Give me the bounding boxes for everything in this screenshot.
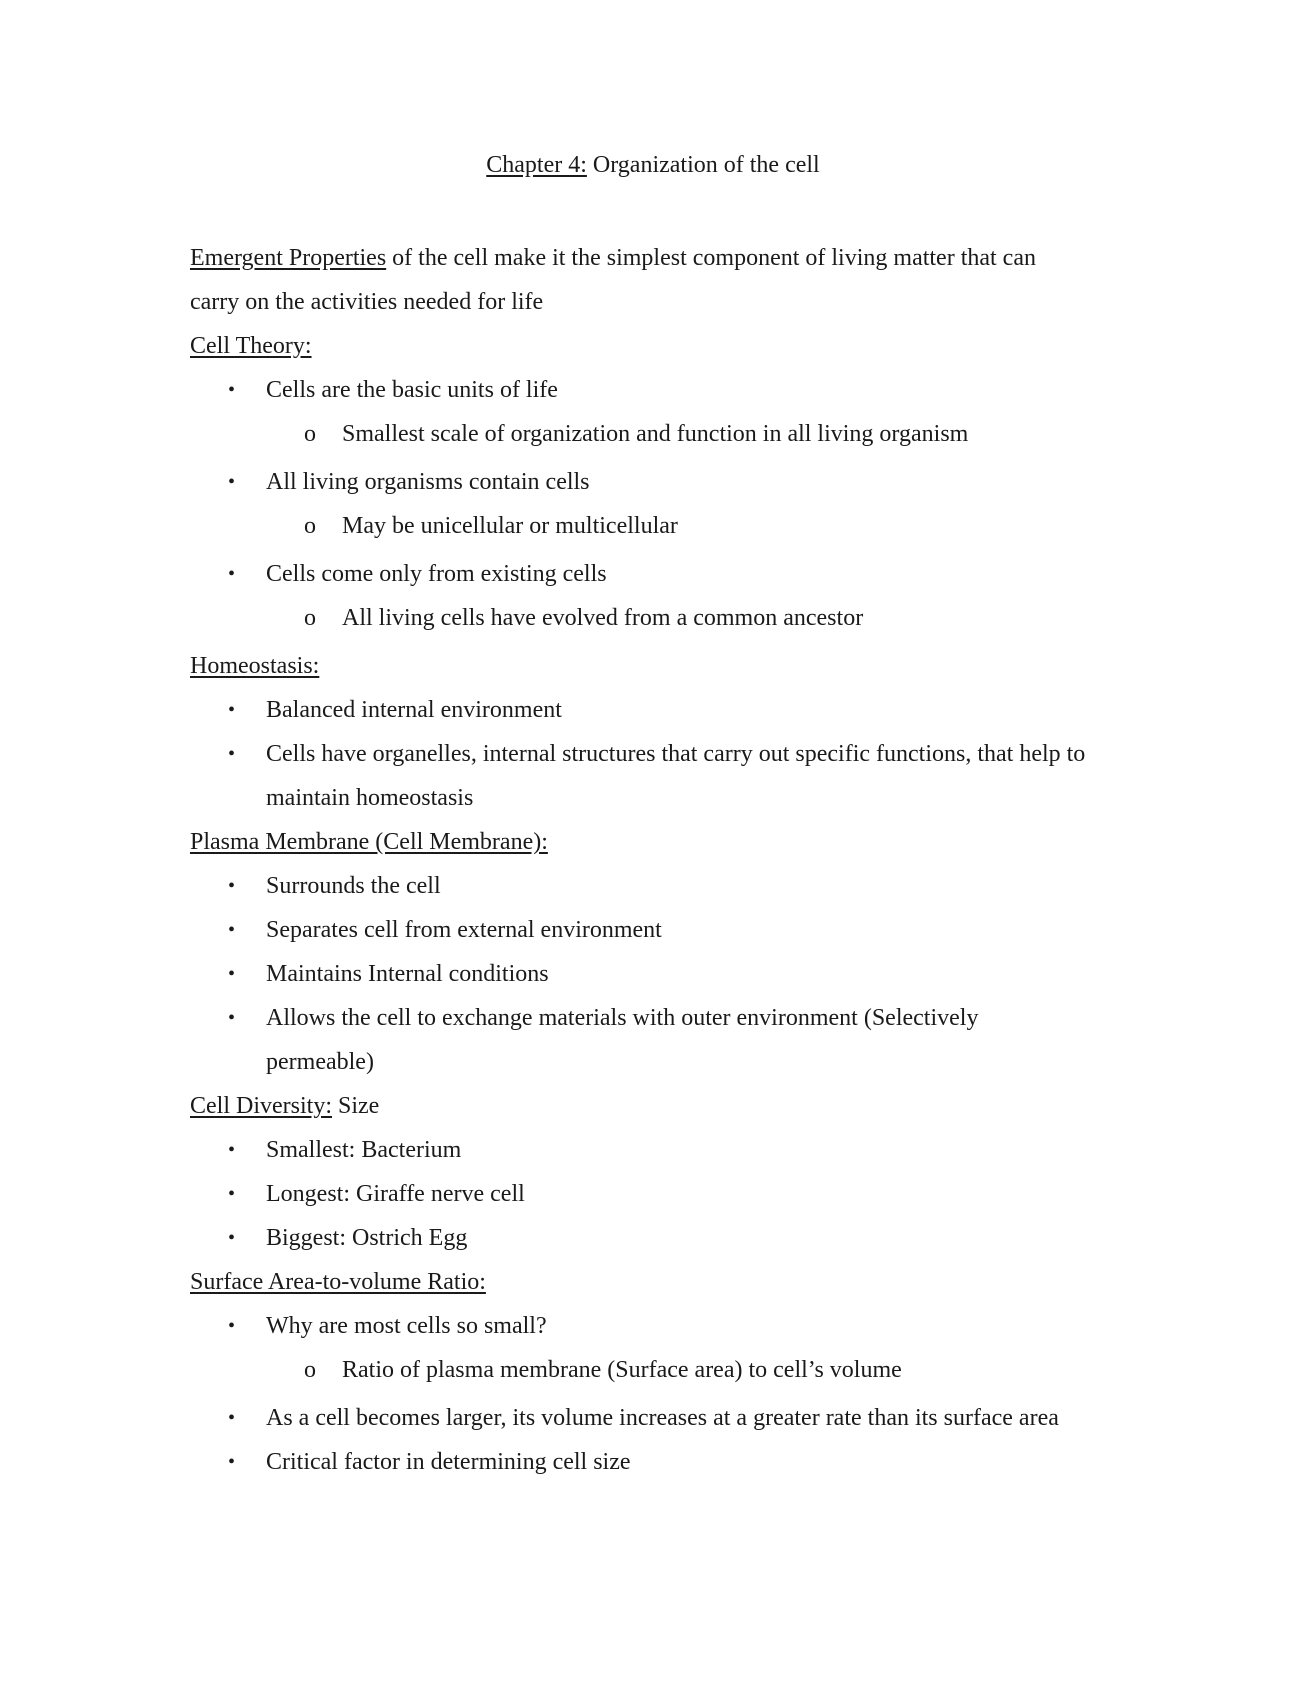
list-item: • Biggest: Ostrich Egg bbox=[190, 1216, 1090, 1260]
bullet-icon: • bbox=[228, 1315, 236, 1337]
list-item: • Why are most cells so small? o Ratio of plasma membrane (Surface area) to cell’s volume bbox=[190, 1304, 1090, 1392]
list-item: • As a cell becomes larger, its volume increases at a greater rate than its surface area bbox=[190, 1396, 1090, 1440]
bullet-icon: • bbox=[228, 1451, 236, 1473]
bullet-icon: • bbox=[228, 1007, 236, 1029]
list-item: • Surrounds the cell bbox=[190, 864, 1090, 908]
list-item: • Longest: Giraffe nerve cell bbox=[190, 1172, 1090, 1216]
bullet-icon: • bbox=[228, 471, 236, 493]
bullet-icon: • bbox=[228, 563, 236, 585]
bullet-icon: • bbox=[228, 1139, 236, 1161]
notes-body bbox=[190, 236, 1090, 1484]
bullet-icon: • bbox=[228, 1407, 236, 1429]
circle-bullet-icon: o bbox=[304, 421, 316, 447]
cell-theory-list bbox=[190, 368, 1090, 640]
cell-diversity-list bbox=[190, 1128, 1090, 1260]
bullet-icon: • bbox=[228, 1183, 236, 1205]
list-item: • Maintains Internal conditions bbox=[190, 952, 1090, 996]
bullet-icon: • bbox=[228, 699, 236, 721]
chapter-title: Organization of the cell bbox=[586, 152, 820, 178]
bullet-icon: • bbox=[228, 1227, 236, 1249]
list-item: • Cells have organelles, internal structures that carry out specific functions, that help to maintain homeostasis bbox=[190, 732, 1090, 820]
sub-list bbox=[266, 1348, 1090, 1392]
section-heading-plasma-membrane: Plasma Membrane (Cell Membrane): bbox=[190, 829, 548, 855]
bullet-icon: • bbox=[228, 743, 236, 765]
sub-list-item: o Smallest scale of organization and function in all living organism bbox=[304, 412, 1090, 456]
sub-list bbox=[266, 596, 1090, 640]
sub-list bbox=[266, 504, 1090, 548]
list-item: • Smallest: Bacterium bbox=[190, 1128, 1090, 1172]
circle-bullet-icon: o bbox=[304, 513, 316, 539]
chapter-label: Chapter 4: bbox=[486, 152, 587, 178]
sub-list bbox=[266, 412, 1090, 456]
section-heading-cell-diversity: Cell Diversity: Size bbox=[190, 1093, 380, 1119]
list-item: • Balanced internal environment bbox=[190, 688, 1090, 732]
bullet-icon: • bbox=[228, 919, 236, 941]
surface-area-list bbox=[190, 1304, 1090, 1484]
list-item: • Allows the cell to exchange materials with outer environment (Selectively permeable) bbox=[190, 996, 1090, 1084]
intro-term: Emergent Properties bbox=[190, 245, 387, 271]
section-heading-cell-theory: Cell Theory: bbox=[190, 333, 312, 359]
intro-text: of the cell make it the simplest component of living matter that can carry on the activities needed for life bbox=[190, 245, 1036, 315]
sub-list-item: o All living cells have evolved from a common ancestor bbox=[304, 596, 1090, 640]
sub-list-item: o Ratio of plasma membrane (Surface area) to cell’s volume bbox=[304, 1348, 1090, 1392]
circle-bullet-icon: o bbox=[304, 605, 316, 631]
bullet-icon: • bbox=[228, 379, 236, 401]
bullet-icon: • bbox=[228, 963, 236, 985]
list-item: • Cells come only from existing cells o All living cells have evolved from a common ancestor bbox=[190, 552, 1090, 640]
page-title bbox=[0, 150, 1306, 180]
section-heading-homeostasis: Homeostasis: bbox=[190, 653, 320, 679]
plasma-membrane-list bbox=[190, 864, 1090, 1084]
intro-paragraph bbox=[190, 236, 1090, 324]
section-heading-surface-area-ratio: Surface Area-to-volume Ratio: bbox=[190, 1269, 486, 1295]
list-item: • Cells are the basic units of life o Smallest scale of organization and function in all living organism bbox=[190, 368, 1090, 456]
list-item: • Separates cell from external environment bbox=[190, 908, 1090, 952]
homeostasis-list bbox=[190, 688, 1090, 820]
list-item: • Critical factor in determining cell size bbox=[190, 1440, 1090, 1484]
sub-list-item: o May be unicellular or multicellular bbox=[304, 504, 1090, 548]
circle-bullet-icon: o bbox=[304, 1357, 316, 1383]
list-item: • All living organisms contain cells o May be unicellular or multicellular bbox=[190, 460, 1090, 548]
bullet-icon: • bbox=[228, 875, 236, 897]
